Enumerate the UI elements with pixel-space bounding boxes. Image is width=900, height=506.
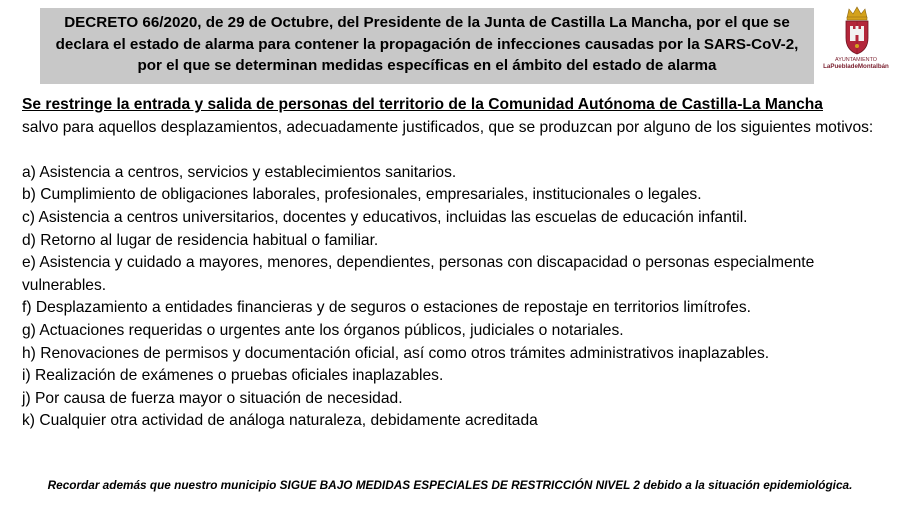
logo-caption-town: LaPuebladeMontalbán — [823, 62, 889, 70]
coat-of-arms-shape — [820, 4, 894, 58]
motive-item: c) Asistencia a centros universitarios, docentes y educativos, incluidas las escuelas de educación infantil. — [22, 208, 748, 226]
logo-caption-line1: AYUNTAMIENTO — [835, 57, 877, 63]
motives-list — [22, 162, 880, 433]
motive-item: g) Actuaciones requeridas o urgentes ante los órganos públicos, judiciales o notariales. — [22, 321, 624, 339]
decree-body — [22, 94, 880, 433]
motive-item: h) Renovaciones de permisos y documentación oficial, así como otros trámites administrativos inaplazables. — [22, 344, 770, 362]
motive-item: k) Cualquier otra actividad de análoga naturaleza, debidamente acreditada — [22, 412, 538, 430]
town-logo-caption — [812, 57, 900, 70]
motive-item: d) Retorno al lugar de residencia habitual o familiar. — [22, 231, 379, 249]
restriction-lead: Se restringe la entrada y salida de personas del territorio de la Comunidad Autónoma de Castilla-La Mancha — [22, 96, 823, 113]
spacer — [22, 139, 880, 162]
restriction-intro: salvo para aquellos desplazamientos, adecuadamente justificados, que se produzcan por alguno de los siguientes motivos: — [22, 118, 874, 136]
motive-item: f) Desplazamiento a entidades financieras y de seguros o estaciones de repostaje en territorios limítrofes. — [22, 299, 751, 317]
decree-title: DECRETO 66/2020, de 29 de Octubre, del Presidente de la Junta de Castilla La Mancha, por el que se declara el estado de alarma para contener la propagación de infecciones causadas por la SARS-CoV-2, por el que se determinan medidas específicas en el ámbito del estado de alarma — [55, 14, 799, 74]
motive-item: b) Cumplimiento de obligaciones laborales, profesionales, empresariales, institucionales o legales. — [22, 186, 702, 204]
motive-item: i) Realización de exámenes o pruebas oficiales inaplazables. — [22, 367, 444, 385]
restriction-level-note: Recordar además que nuestro municipio SIGUE BAJO MEDIDAS ESPECIALES DE RESTRICCIÓN NIVEL 2 debido a la situación epidemiológica. — [47, 478, 853, 492]
motive-item: j) Por causa de fuerza mayor o situación de necesidad. — [22, 389, 403, 407]
decree-title-box — [40, 8, 814, 84]
motive-item: a) Asistencia a centros, servicios y establecimientos sanitarios. — [22, 163, 457, 181]
motive-item: e) Asistencia y cuidado a mayores, menores, dependientes, personas con discapacidad o personas especialmente vulnerables. — [22, 254, 815, 294]
